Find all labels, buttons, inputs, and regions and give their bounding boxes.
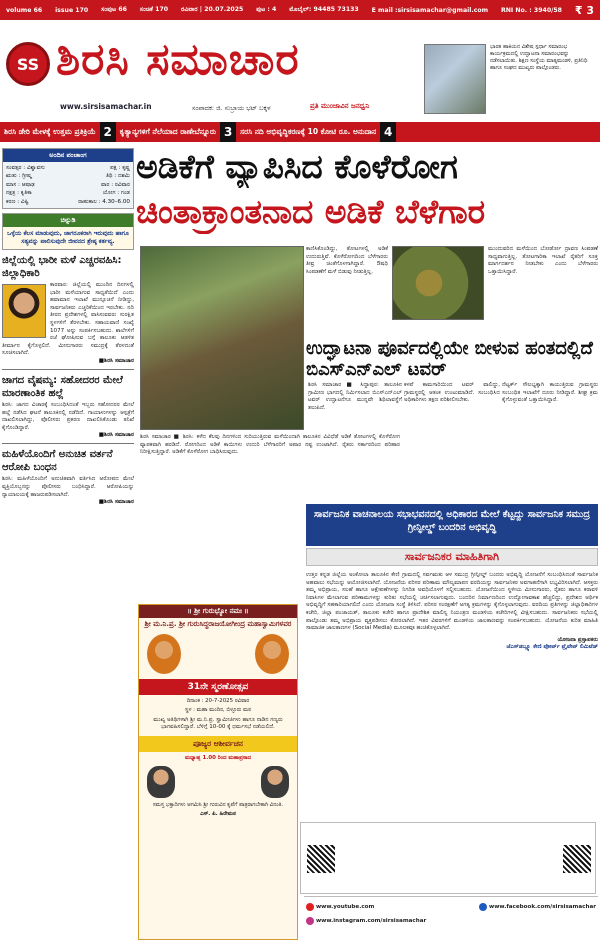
notice-signoff: ಯೋಜನಾ ಪ್ರಸ್ತಾಪಕರು — [557, 636, 598, 643]
qr-code-icon[interactable] — [307, 845, 335, 873]
arecanut-disease-photo — [140, 246, 304, 430]
website-link[interactable]: www.sirsisamachar.in — [60, 102, 152, 111]
divider — [2, 369, 134, 370]
youtube-link[interactable]: www.youtube.com — [306, 903, 374, 911]
info-bar — [0, 0, 600, 20]
date: ರವಿವಾರ | 20.07.2025 — [180, 6, 244, 13]
qr-code-icon[interactable] — [563, 845, 591, 873]
story-end-mark: ■ಶಿರಸಿ ಸಮಾಚಾರ — [98, 432, 134, 439]
panchanga-title: ಅಂದಿನ ಪಂಚಾಂಗ — [3, 149, 133, 162]
advert-meal: ಮಧ್ಯಾಹ್ನ 1.00 ರಿಂದ ಮಹಾಪ್ರಸಾದ — [184, 754, 252, 761]
advert-title: ಶ್ರೀ ಮ.ನಿ.ಪ್ರ. ಶ್ರೀ ಗುರುಸಿದ್ಧರಾಜಯೋಗೀಂದ್ರ ಮಹಾಸ್ವಾಮಿಗಳವರ — [144, 620, 292, 628]
teaser-page-number: 2 — [100, 122, 116, 142]
quote-title: ಚಿನ್ನುಡಿ — [3, 214, 133, 227]
advert-date: ದಿನಾಂಕ : 20-7-2025 ರವಿವಾರ — [186, 698, 250, 704]
advert-venue: ಸ್ಥಳ : ಮಹಾ ಮಂದಿರ, ಬಿಳ್ಳೂರು ಮಠ — [185, 707, 251, 713]
swamiji-photos — [139, 631, 297, 677]
bsnl-column-2: ಕಳಪೆ ಕಾಮಗಾರಿಯಿಂದ ಟವರ್ ವಾಲಿದ್ದು, ಗ್ರಾಮಸ್ಥರಲ್ಲಿ ಆತಂಕ ಉಂಟುಮಾಡಿದೆ. ಸಂಬಂಧಿಸಿದ ಅಧಿಕಾರಿಗಳು ತಕ್ಷಣ ಪರಿಶೀಲಿಸಬೇಕು. — [404, 382, 500, 404]
facebook-icon — [479, 903, 487, 911]
mobile: ಮೊಬೈಲ್: 94485 73133 — [289, 6, 359, 13]
arrest-story-body: ಶಿರಸಿ: ಮಹಿಳೆಯೊಂದಿಗೆ ಅನುಚಿತವಾಗಿ ವರ್ತಿಸಿದ ಆರೋಪದ ಮೇಲೆ ವ್ಯಕ್ತಿಯೊಬ್ಬನನ್ನು ಪೊಲೀಸರು ಬಂಧಿಸಿದ್ದಾರೆ. ಆರೋಪಿಯನ್ನು ನ್ಯಾಯಾಲಯಕ್ಕೆ ಹಾಜರುಪಡಿಸಲಾಗಿದೆ. — [2, 476, 134, 498]
swamiji-photo-right — [255, 634, 289, 674]
host-photo-left — [147, 766, 175, 798]
pages: ಪುಟ : 4 — [256, 6, 277, 13]
editor-line: ಸಂಪಾದಕ: ಜಿ. ಸುಬ್ರಾಯ ಭಟ್ ಬಕ್ಕಳ — [192, 104, 271, 112]
social-footer — [304, 896, 598, 942]
advert-blessing-band: ಪೂಜ್ಯರ ಆಶೀರ್ವಚನ — [139, 736, 297, 752]
email: E mail :sirsisamachar@gmail.com — [371, 6, 489, 14]
youtube-icon — [306, 903, 314, 911]
panchanga-box — [2, 148, 134, 209]
arrest-headline[interactable]: ಮಹಿಳೆಯೊಂದಿಗೆ ಅನುಚಿತ ವರ್ತನೆ ಆರೋಪಿ ಬಂಧನ — [2, 449, 113, 474]
samputa: ಸಂಪುಟ 66 — [101, 6, 127, 13]
panchanga-table: ಸಂವತ್ಸರ : ವಿಶ್ವಾವಸು ಪಕ್ಷ : ಕೃಷ್ಣ ಋತು : ಗ್ರೀಷ್ಮ ತಿಥಿ : ದಶಮಿ ಮಾಸ : ಆಷಾಢ ವಾರ : ರವಿವಾರ ನಕ್ಷತ್ರ : ಕೃತಿಕಾ ಯೋಗ : ಗಂಡ ಕರಣ : ವಿಷ್ಟಿ ರಾಹುಕಾಲ : 4.30–6.00 — [6, 165, 130, 205]
teaser-page-number: 3 — [220, 122, 236, 142]
bsnl-column-1: ಶಿರಸಿ ಸಮಾಚಾರ ■ ಸಿದ್ದಾಪುರ: ತಾಲೂಕಿನ ಗ್ರಾಮೀಣ ಭಾಗದಲ್ಲಿ ನಿರ್ಮಿಸಲಾದ ಬಿಎಸ್ಎನ್ಎಲ್ ಟವರ್ ಉದ್ಘಾಟನೆಗೂ ಮುನ್ನವೇ ಶಿಥಿಲಾವಸ್ಥೆಗೆ ತಲುಪಿದೆ. — [308, 382, 402, 411]
newspaper-logo-icon: SS — [6, 42, 50, 86]
advert-body: ಮುಖ್ಯ ಅತಿಥಿಗಳಾಗಿ ಶ್ರೀ ಮ.ನಿ.ಪ್ರ. ಸ್ವಾಮೀಜಿಗಳು ಹಾಗೂ ನಾಡಿನ ಗಣ್ಯರು ಭಾಗವಹಿಸಲಿದ್ದಾರೆ. ಬೆಳಿಗ್ಗೆ 10-00 ಕ್ಕೆ ಧರ್ಮಸಭೆ ನಡೆಯಲಿದೆ. — [153, 717, 283, 731]
rni: RNI No. : 3940/58 — [500, 6, 562, 14]
official-photo — [2, 284, 46, 338]
quote-box — [2, 213, 134, 250]
bsnl-tower-headline[interactable]: ಉದ್ಘಾಟನಾ ಪೂರ್ವದಲ್ಲಿಯೇ ಬೀಳುವ ಹಂತದಲ್ಲಿದೆ ಬಿಎಸ್ಎನ್ಎಲ್ ಟವರ್ — [306, 338, 593, 380]
tagline: ಪ್ರತಿ ಮುಂಜಾವಿನ ಜನಧ್ವನಿ — [310, 102, 370, 110]
advert-footer: ಸಮಸ್ತ ಭಕ್ತಾದಿಗಳು ಆಗಮಿಸಿ ಶ್ರೀ ಗುರುವಿನ ಕೃಪೆಗೆ ಪಾತ್ರರಾಗಬೇಕಾಗಿ ವಿನಂತಿ. — [152, 801, 284, 808]
anniversary-advert — [138, 604, 298, 940]
teaser-page-number: 4 — [380, 122, 396, 142]
swamiji-photo-left — [147, 634, 181, 674]
rain-headline[interactable]: ಜಿಲ್ಲೆಯಲ್ಲಿ ಭಾರೀ ಮಳೆ ಎಚ್ಚರವಹಿಸಿ: ಜಿಲ್ಲಾಧಿಕಾರಿ — [2, 255, 122, 280]
teaser-3[interactable]: ಸರಸಿ ನದಿ ಅಭಿವೃದ್ಧಿಕರಣಕ್ಕೆ 10 ಕೋಟಿ ರೂ. ಅನುದಾನ 4 — [236, 122, 396, 142]
teaser-bar — [0, 122, 600, 142]
teaser-1[interactable]: ಶಿರಸಿ ಡೇರಿ ಮೇಳಕ್ಕೆ ಉತ್ತಮ ಪ್ರತಿಕ್ರಿಯೆ 2 — [0, 122, 116, 142]
rain-story-body: ಕಾರವಾರ: ಜಿಲ್ಲೆಯಲ್ಲಿ ಮುಂದಿನ ದಿನಗಳಲ್ಲಿ ಭಾರೀ ಮಳೆಯಾಗುವ ಸಾಧ್ಯತೆಯಿದೆ ಎಂದು ಹವಾಮಾನ ಇಲಾಖೆ ಮುನ್ಸೂಚನೆ ನೀಡಿದ್ದು, ಸಾರ್ವಜನಿಕರು ಎಚ್ಚರಿಕೆಯಿಂದ ಇರಬೇಕು. ನದಿ ತೀರದ ಪ್ರದೇಶಗಳಲ್ಲಿ ವಾಸಿಸುವವರು ಸುರಕ್ಷಿತ ಸ್ಥಳಗಳಿಗೆ ತೆರಳಬೇಕು. ಸಹಾಯವಾಣಿ ಸಂಖ್ಯೆ 1077 ಅನ್ನು ಸಂಪರ್ಕಿಸಬಹುದು. ಶಾಲೆಗಳಿಗೆ ರಜೆ ಘೋಷಿಸುವ ಬಗ್ಗೆ ತಾಲೂಕು ಆಡಳಿತ ತೀರ್ಮಾನ ಕೈಗೊಳ್ಳಲಿದೆ. ಮೀನುಗಾರರು ಸಮುದ್ರಕ್ಕೆ ತೆರಳದಂತೆ ಸೂಚಿಸಲಾಗಿದೆ. — [2, 282, 134, 357]
public-notice-body: ಉತ್ತರ ಕನ್ನಡ ಜಿಲ್ಲೆಯ ಅಂಕೋಲಾ ತಾಲೂಕಿನ ಕೇಣಿ ಗ್ರಾಮದಲ್ಲಿ ಸರ್ವಋತು ಆಳ ಸಮುದ್ರ ಗ್ರೀನ್ಫೀಲ್ಡ್ ಬಂದರು ಅಭಿವೃದ್ಧಿ ಯೋಜನೆಗೆ ಸಂಬಂಧಿಸಿದಂತೆ ಸಾರ್ವಜನಿಕ ಅಹವಾಲು ಸಭೆಯನ್ನು ಆಯೋಜಿಸಲಾಗಿದೆ. ಯೋಜನೆಯ ಪರಿಸರ ಪರಿಣಾಮ ಮೌಲ್ಯಮಾಪನ ವರದಿಯನ್ನು ಸಾರ್ವಜನಿಕರ ಅವಗಾಹನೆಗಾಗಿ ಲಭ್ಯವಿರಿಸಲಾಗಿದೆ. ಆಸಕ್ತರು ತಮ್ಮ ಅಭಿಪ್ರಾಯ, ಸಲಹೆ ಹಾಗೂ ಆಕ್ಷೇಪಣೆಗಳನ್ನು ನಿಗದಿತ ಅವಧಿಯೊಳಗೆ ಸಲ್ಲಿಸಬಹುದು. ಯೋಜನೆಯಿಂದ ಸ್ಥಳೀಯ ಮೀನುಗಾರರು, ರೈತರು ಹಾಗೂ ಕರಾವಳಿ ನಿವಾಸಿಗಳ ಮೇಲಾಗುವ ಪರಿಣಾಮಗಳನ್ನು ಕುರಿತು ಸಭೆಯಲ್ಲಿ ಚರ್ಚಿಸಲಾಗುವುದು. ಬಂದರಿನ ನಿರ್ಮಾಣದಿಂದ ಉದ್ಯೋಗಾವಕಾಶ ಹೆಚ್ಚಲಿದ್ದು, ಪ್ರದೇಶದ ಆರ್ಥಿಕ ಅಭಿವೃದ್ಧಿಗೆ ಸಹಕಾರಿಯಾಗಲಿದೆ ಎಂದು ಯೋಜನಾ ಸಂಸ್ಥೆ ತಿಳಿಸಿದೆ. ಪರಿಸರ ಸಂರಕ್ಷಣೆಗೆ ಅಗತ್ಯ ಕ್ರಮಗಳನ್ನು ಕೈಗೊಳ್ಳಲಾಗುವುದು. ವರದಿಯ ಪ್ರತಿಗಳನ್ನು ಜಿಲ್ಲಾಧಿಕಾರಿಗಳ ಕಚೇರಿ, ಜಿಲ್ಲಾ ಪಂಚಾಯತ್, ತಾಲೂಕು ಕಚೇರಿ ಹಾಗೂ ಪ್ರಾದೇಶಿಕ ಮಾಲಿನ್ಯ ನಿಯಂತ್ರಣ ಮಂಡಳಿಯ ಕಚೇರಿಗಳಲ್ಲಿ ವೀಕ್ಷಿಸಬಹುದು. ಸಾರ್ವಜನಿಕರು ಸಭೆಯಲ್ಲಿ ಪಾಲ್ಗೊಂಡು ತಮ್ಮ ಅಭಿಪ್ರಾಯ ವ್ಯಕ್ತಪಡಿಸಲು ಕೋರಲಾಗಿದೆ. ಇತರ ವಿವರಗಳಿಗೆ ಮಂಡಳಿಯ ಜಾಲತಾಣವನ್ನು ಸಂಪರ್ಕಿಸಬಹುದು. ಯೋಜನೆಯ ಕುರಿತ ಮಾಹಿತಿ ಸಾಮಾಜಿಕ ಜಾಲತಾಣಗಳ (Social Media) ಮೂಲಕವೂ ಹಂಚಿಕೊಳ್ಳಲಾಗಿದೆ. ಯೋಜನಾ ಪ್ರಸ್ತಾಪಕರು ಜೆಎಸ್‌ಡಬ್ಲ್ಯೂ ಕೇಣಿ ಪೋರ್ಟ್ ಪ್ರೈವೇಟ್ ಲಿಮಿಟೆಡ್ — [306, 572, 598, 651]
instagram-icon — [306, 917, 314, 925]
sanchike: ಸಂಚಿಕೆ 170 — [139, 6, 169, 13]
host-photos — [139, 763, 297, 801]
qr-panel — [300, 822, 596, 894]
lead-column-1: ಕಾಣಿಸಿಕೊಂಡಿದ್ದು, ತೋಟಗಳಲ್ಲಿ ಅಡಿಕೆ ಉದುರುತ್ತಿವೆ. ಕೊಳೆರೋಗದಿಂದ ಬೆಳೆಗಾರರು ತೀವ್ರ ಚಿಂತೆಗೊಳಗಾಗಿದ್ದಾರೆ. ಔಷಧಿ ಸಿಂಪಡಣೆಗೆ ಮಳೆ ಬಿಡುವು ನೀಡುತ್ತಿಲ್ಲ. — [306, 246, 388, 275]
advert-anniversary-band: 31ನೇ ಸ್ಮರಣೋತ್ಸವ — [139, 679, 297, 695]
notice-company: ಜೆಎಸ್‌ಡಬ್ಲ್ಯೂ ಕೇಣಿ ಪೋರ್ಟ್ ಪ್ರೈವೇಟ್ ಲಿಮಿಟೆಡ್ — [506, 644, 598, 651]
arecanut-bunch-photo — [392, 246, 484, 320]
divider — [2, 443, 134, 444]
masthead-photo — [424, 44, 486, 114]
assault-story-body: ಶಿರಸಿ: ಜಾಗದ ವಿಚಾರಕ್ಕೆ ಸಂಬಂಧಿಸಿದಂತೆ ಇಬ್ಬರು ಸಹೋದರರ ಮೇಲೆ ಹಲ್ಲೆ ನಡೆಸಿದ ಘಟನೆ ತಾಲೂಕಿನಲ್ಲಿ ನಡೆದಿದೆ. ಗಾಯಾಳುಗಳನ್ನು ಆಸ್ಪತ್ರೆಗೆ ದಾಖಲಿಸಲಾಗಿದ್ದು, ಪೊಲೀಸರು ಪ್ರಕರಣ ದಾಖಲಿಸಿಕೊಂಡು ತನಿಖೆ ಕೈಗೊಂಡಿದ್ದಾರೆ. — [2, 401, 134, 431]
lead-subheadline[interactable]: ಚಿಂತಾಕ್ರಾಂತನಾದ ಅಡಿಕೆ ಬೆಳೆಗಾರ — [136, 192, 486, 231]
story-end-mark: ■ಶಿರಸಿ ಸಮಾಚಾರ — [98, 499, 134, 506]
left-column — [2, 148, 134, 946]
assault-headline[interactable]: ಜಾಗದ ವೈಷಮ್ಯ: ಸಹೋದರರ ಮೇಲೆ ಮಾರಣಾಂತಿಕ ಹಲ್ಲೆ — [2, 374, 123, 399]
advert-host: ಎಸ್. ಪಿ. ಹಿರೇಮಠ — [200, 810, 236, 817]
bsnl-column-3: ನೆಟ್ವರ್ಕ್ ಸೌಲಭ್ಯಕ್ಕಾಗಿ ಕಾಯುತ್ತಿರುವ ಗ್ರಾಮಸ್ಥರು ಸಂಬಂಧಿತ ಇಲಾಖೆಗೆ ದೂರು ನೀಡಿದ್ದಾರೆ. ಶೀಘ್ರ ಕ್ರಮ ಕೈಗೊಳ್ಳುವಂತೆ ಒತ್ತಾಯಿಸಿದ್ದಾರೆ. — [502, 382, 598, 404]
price: ₹ 3 — [574, 3, 594, 17]
lead-story-body: ಶಿರಸಿ ಸಮಾಚಾರ ■ ಶಿರಸಿ: ಕಳೆದ ಕೆಲವು ದಿನಗಳಿಂದ ಸುರಿಯುತ್ತಿರುವ ಮಳೆಯಿಂದಾಗಿ ತಾಲೂಕಿನ ವಿವಿಧೆಡೆ ಅಡಿಕೆ ತೋಟಗಳಲ್ಲಿ ಕೊಳೆರೋಗ ವ್ಯಾಪಕವಾಗಿ ಹರಡಿದೆ. ರೋಗದಿಂದ ಅಡಿಕೆ ಕಾಯಿಗಳು ಉದುರಿ ಬೆಳೆಗಾರರಿಗೆ ಅಪಾರ ನಷ್ಟ ಉಂಟಾಗಿದೆ. ರೈತರು ಸರ್ಕಾರದಿಂದ ಪರಿಹಾರ ನಿರೀಕ್ಷಿಸುತ್ತಿದ್ದಾರೆ. ಅಡಿಕೆಗೆ ಕೊಳೆರೋಗ ಬಾಧಿಸಿರುವುದು. — [140, 434, 400, 456]
lead-column-2: ಮುಂದುವರಿದ ಮಳೆಯಿಂದ ಬೋರ್ಡೋ ದ್ರಾವಣ ಸಿಂಪಡಣೆ ಸಾಧ್ಯವಾಗುತ್ತಿಲ್ಲ. ತೋಟಗಾರಿಕಾ ಇಲಾಖೆ ರೈತರಿಗೆ ಸೂಕ್ತ ಮಾರ್ಗದರ್ಶನ ನೀಡಬೇಕು ಎಂದು ಬೆಳೆಗಾರರು ಒತ್ತಾಯಿಸಿದ್ದಾರೆ. — [488, 246, 598, 275]
teaser-2[interactable]: ಕೃತ್ಯಾನ್ಯಗಳಿಗೆ ನೆಲೆಯಾದ ರಾಣೇಬೆನ್ನೂರು 3 — [116, 122, 236, 142]
quote-text: ಒಳ್ಳೆಯ ಕೆಲಸ ಮಾಡುವುದು, ಜಾಗರೂಕರಾಗಿ ಇರುವುದು ಹಾಗೂ ಸತ್ಯವನ್ನು ಪಾಲಿಸುವುದೇ ಜೀವನದ ಶ್ರೇಷ್ಠ ಕರ್ತವ್ಯ. — [7, 230, 129, 246]
advert-invocation: ॥ ಶ್ರೀ ಗುರುಭ್ಯೋ ನಮಃ ॥ — [139, 605, 297, 618]
public-notice-title: ಸಾರ್ವಜನಿಕರ ಮಾಹಿತಿಗಾಗಿ — [306, 548, 598, 566]
instagram-link[interactable]: www.instagram.com/sirsisamachar — [306, 917, 426, 925]
volume: volume 66 — [6, 6, 43, 14]
host-photo-right — [261, 766, 289, 798]
newspaper-title: ಶಿರಸಿ ಸಮಾಚಾರ — [56, 34, 300, 85]
lead-headline[interactable]: ಅಡಿಕೆಗೆ ವ್ಯಾಪಿಸಿದ ಕೊಳೆರೋಗ — [136, 147, 458, 186]
issue: issue 170 — [55, 6, 89, 14]
masthead-news-brief: ಭಾರತ ಹಾಕಿಯನ ವಿಶೇಷ ಸ್ಪರ್ಧಾ ಸಮಾರಂಭ ಕಾರ್ಯಕ್ರಮದಲ್ಲಿ ಉದ್ಘಾಟನಾ ಸಮಾರಂಭವನ್ನು ನಡೆಸಲಾಯಿತು. ಶಿಕ್ಷಣ ಸಂಸ್ಥೆಯ ಮಾತೃಮಂಡಳಿ, ಪ್ರತಿನಿಧಿ ಹಾಗೂ ಸಂಘದ ಮುಖ್ಯರು ಪಾಲ್ಗೊಂಡರು. — [490, 44, 588, 71]
facebook-link[interactable]: www.facebook.com/sirsisamachar — [479, 903, 596, 911]
story-end-mark: ■ಶಿರಸಿ ಸಮಾಚಾರ — [98, 357, 134, 364]
public-notice-banner: ಸಾರ್ವಜನಿಕ ವಾಚನಾಲಯ ಸಭಾಭವನದಲ್ಲಿ ಅಧಿಕಾರದ ಮೇಲೆ ಕೆಟ್ಟದ್ದು ಸಾರ್ವಜನಿಕ ಸಮುದ್ರ ಗ್ರೀನ್ಫೀಲ್ಡ್ ಬಂದರಿನ ಅಭಿವೃದ್ಧಿ — [306, 504, 598, 546]
